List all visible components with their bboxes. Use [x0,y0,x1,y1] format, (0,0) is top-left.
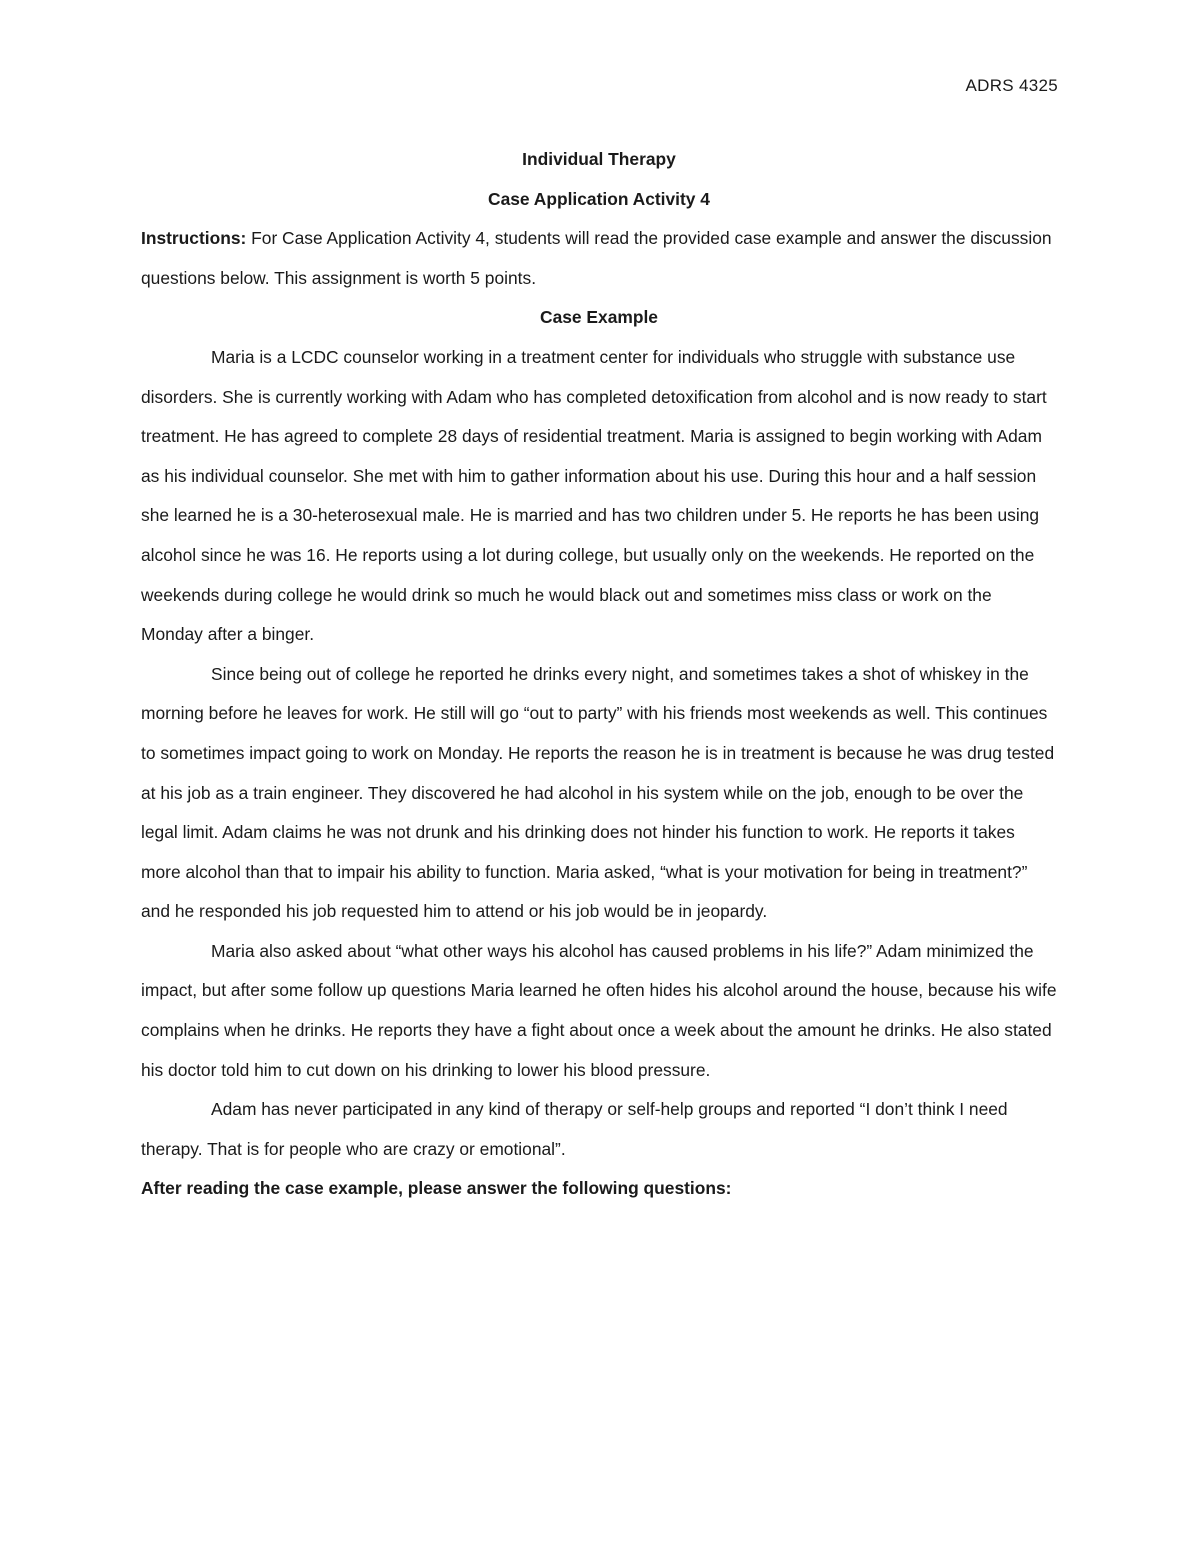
document-subtitle: Case Application Activity 4 [488,188,710,209]
instructions-paragraph [141,219,1057,298]
case-example-heading: Case Example [540,307,658,328]
case-paragraph-2: Since being out of college he reported he drinks every night, and sometimes takes a shot of whiskey in the morning before he leaves for work. He still will go “out to party” with his friends most weekends as well. This continues to sometimes impact going to work on Monday. He reports the reason he is in treatment is because he was drug tested at his job as a train engineer. They discovered he had alcohol in his system while on the job, enough to be over the legal limit. Adam claims he was not drunk and his drinking does not hinder his function to work. He reports it takes more alcohol than that to impair his ability to function. Maria asked, “what is your motivation for being in treatment?” and he responded his job requested him to attend or his job would be in jeopardy. [141,663,1055,922]
instructions-text: For Case Application Activity 4, students will read the provided case example and answer the discussion questions below. This assignment is worth 5 points. [141,228,1052,288]
case-paragraph-1: Maria is a LCDC counselor working in a treatment center for individuals who struggle with substance use disorders. She is currently working with Adam who has completed detoxification from alcohol and is now ready to start treatment. He has agreed to complete 28 days of residential treatment. Maria is assigned to begin working with Adam as his individual counselor. She met with him to gather information about his use. During this hour and a half session she learned he is a 30-heterosexual male. He is married and has two children under 5. He reports he has been using alcohol since he was 16. He reports using a lot during college, but usually only on the weekends. He reported on the weekends during college he would drink so much he would black out and sometimes miss class or work on the Monday after a binger. [141,346,1047,645]
instructions-label: Instructions: [141,228,247,249]
case-paragraph-3: Maria also asked about “what other ways his alcohol has caused problems in his life?” Adam minimized the impact, but after some follow up questions Maria learned he often hides his alcohol around the house, because his wife complains when he drinks. He reports they have a fight about once a week about the amount he drinks. He also stated his doctor told him to cut down on his drinking to lower his blood pressure. [141,940,1057,1080]
course-code-header: ADRS 4325 [965,76,1058,95]
document-title: Individual Therapy [522,149,676,169]
case-paragraph-4: Adam has never participated in any kind of therapy or self-help groups and reported “I don’t think I need therapy. That is for people who are crazy or emotional”. [141,1099,1008,1159]
document-body [141,140,1057,1209]
questions-prompt: After reading the case example, please answer the following questions: [141,1178,732,1199]
